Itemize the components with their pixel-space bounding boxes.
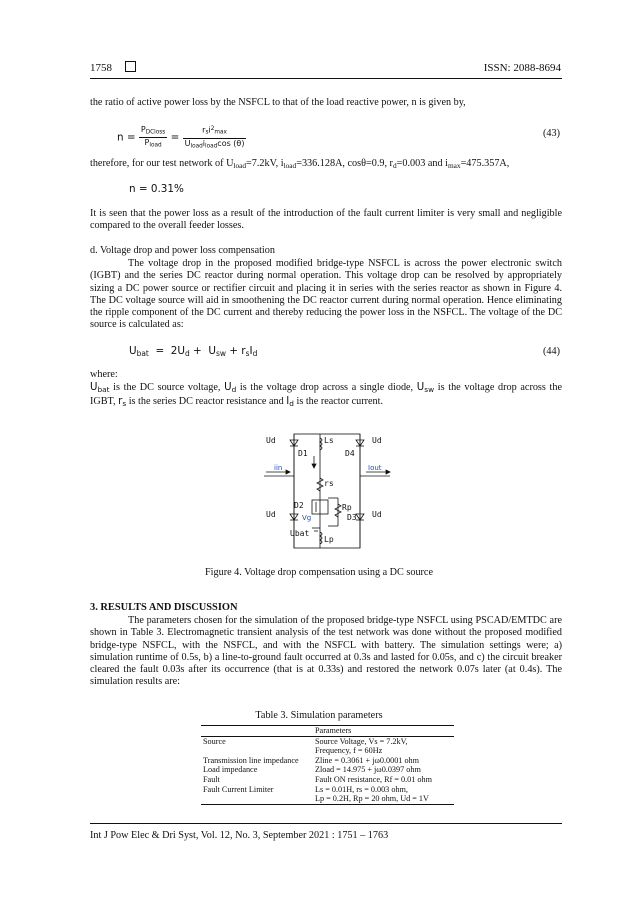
ubat-label: Ubat xyxy=(290,529,310,538)
table-row: Lp = 0.2H, Rp = 20 ohm, Ud = 1V xyxy=(201,794,454,804)
table-row: Load impedance Zload = 14.975 + jω0.0397 ohm xyxy=(203,765,421,775)
equation-43-number: (43) xyxy=(543,128,560,139)
intro-line: the ratio of active power loss by the NSFCL to that of the load reactive power, n is given by, xyxy=(90,97,466,108)
iin-label: iin xyxy=(274,464,283,472)
table-row: Fault Current Limiter Ls = 0.01H, rs = 0.003 ohm, xyxy=(203,784,408,794)
d1-label: D1 xyxy=(298,449,308,458)
footer-rule xyxy=(90,823,562,824)
iout-label: Iout xyxy=(368,464,382,472)
ud-label-bottom-right: Ud xyxy=(372,510,382,519)
table-header-parameters: Parameters xyxy=(313,726,454,737)
loss-paragraph: It is seen that the power loss as a result of the introduction of the fault current limiter is very small and negligible compared to the overall feeder losses. xyxy=(90,208,562,232)
section-d-title: d. Voltage drop and power loss compensation xyxy=(90,245,275,256)
n-result: n = 0.31% xyxy=(129,183,184,195)
d4-label: D4 xyxy=(345,449,355,458)
lp-label: Lp xyxy=(324,535,334,544)
where-label: where: xyxy=(90,369,118,380)
page-number: 1758 xyxy=(90,62,112,74)
table-row: Fault Fault ON resistance, Rf = 0.01 ohm xyxy=(203,774,432,784)
footer-citation: Int J Pow Elec & Dri Syst, Vol. 12, No. 3, September 2021 : 1751 – 1763 xyxy=(90,830,389,841)
header-rule xyxy=(90,78,562,79)
d2-label: D2 xyxy=(294,501,304,510)
vg-label: Vg xyxy=(302,514,312,522)
ls-label: Ls xyxy=(324,436,334,445)
circuit-diagram xyxy=(250,428,400,556)
section-d-body: The voltage drop in the proposed modified bridge-type NSFCL is across the power electronic switch (IGBT) and the series DC reactor during normal operation. This voltage drop can be resolved by appropriately sizing a DC power source or rectifier circuit and placing it in series with the series reactor as shown in Figure 4. The DC voltage source will aid in smoothening the DC reactor current during normal operation. Hence eliminating the ripple component of the DC current and thereby reducing the power loss in the NSFCL. The voltage of the DC source is calculated as: xyxy=(90,258,562,331)
figure-caption: Figure 4. Voltage drop compensation using a DC source xyxy=(205,567,433,578)
rp-label: Rp xyxy=(342,503,352,512)
table-row: Frequency, f = 60Hz xyxy=(315,746,383,756)
journal-issn: ISSN: 2088-8694 xyxy=(483,62,561,74)
d3-label: D3 xyxy=(347,513,357,522)
equation-44: $U_{bat} = 2U_d + U_{sw} + r_sI_d$ xyxy=(129,345,258,358)
ud-label-top-left: Ud xyxy=(266,436,276,445)
table-row: Transmission line impedance Zline = 0.3061 + jω0.0001 ohm xyxy=(203,755,419,765)
where-definitions: $U_{bat}$ is the DC source voltage, $U_d$ is the voltage drop across a single diode, $U_{sw}$ is the voltage drop across the IGBT, $r_s$ is the series DC reactor resistance and $I_d$ is the reactor current. xyxy=(90,382,562,408)
box-icon xyxy=(125,61,136,72)
table-caption: Table 3. Simulation parameters xyxy=(255,710,383,721)
section-3-title: 3. RESULTS AND DISCUSSION xyxy=(90,602,238,613)
ud-label-top-right: Ud xyxy=(372,436,382,445)
equation-43: n = $\frac{P_{DCloss}}{P_{load}}$ = $\frac{r_si^2_{max}}{U_{load}i_{load}\cos (\theta)}$ xyxy=(117,124,245,150)
equation-44-number: (44) xyxy=(543,346,560,357)
test-values-line: therefore, for our test network of $U_{load}=7.2kV$, $i_{load}=336.128A$, cosθ=0.9, $r_d=0.003$ and $i_{max}=475.357A$, xyxy=(90,158,510,170)
ud-label-bottom-left: Ud xyxy=(266,510,276,519)
table-header-empty xyxy=(201,726,313,737)
parameters-table xyxy=(201,725,454,805)
table-row: Source Source Voltage, Vs = 7.2kV, xyxy=(203,736,408,746)
section-3-body: The parameters chosen for the simulation of the proposed bridge-type NSFCL using PSCAD/EMTDC are shown in Table 3. Electromagnetic transient analysis of the test network was done without the proposed modified bridge-type NSFCL, with the NSFCL, and with the NSFCL with battery. The simulation settings were; a) simulation runtime of 0.5s, b) a line-to-ground fault occurred at 0.3s and lasted for 0.05s, and c) the circuit breaker cleared the fault 0.03s after its occurrence (that is at 0.33s) and restored the network 0.07s later (at 0.4s). The simulation results are: xyxy=(90,615,562,688)
rs-label: rs xyxy=(324,479,334,488)
